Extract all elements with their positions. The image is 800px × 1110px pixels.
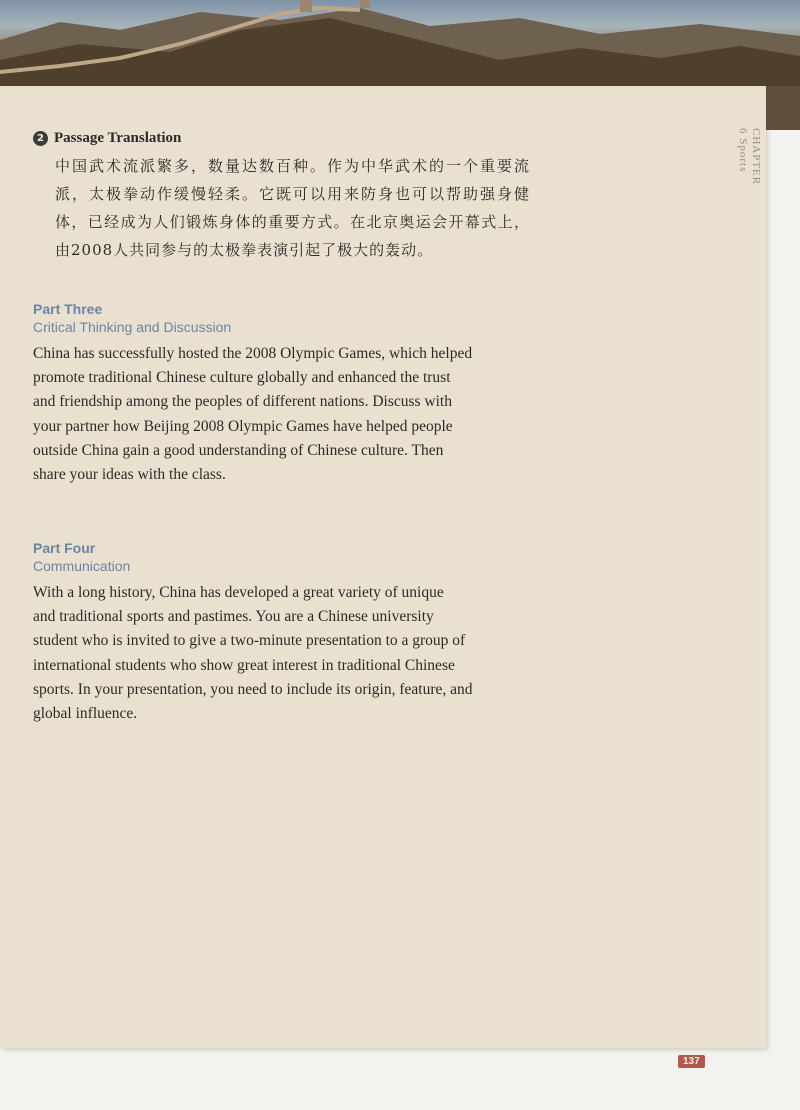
paragraph-line: international students who show great interest in traditional Chinese: [33, 656, 455, 674]
paragraph-line: and traditional sports and pastimes. You are a Chinese university: [33, 608, 434, 626]
paragraph-line: share your ideas with the class.: [33, 466, 226, 484]
part-three-paragraph: [33, 342, 528, 487]
translation-title: Passage Translation: [54, 130, 182, 146]
section-number-badge: 2: [33, 131, 48, 146]
chapter-tab: [722, 128, 762, 188]
chapter-label: CHAPTER 6: [737, 128, 762, 186]
page-number-badge: 137: [678, 1055, 705, 1068]
paragraph-line: promote traditional Chinese culture globally and enhanced the trust: [33, 369, 451, 387]
chapter-topic: Sports: [737, 138, 749, 173]
great-wall-image: [0, 0, 800, 88]
chinese-passage: 中国武术流派繁多，数量达数百种。作为中华武术的一个重要流派，太极拳动作缓慢轻柔。它既可以用来防身也可以帮助强身健体，已经成为人们锻炼身体的重要方式。在北京奥运会开幕式上，由2008人共同参与的太极拳表演引起了极大的轰动。: [55, 157, 530, 259]
translation-heading: [33, 130, 181, 147]
paragraph-line: sports. In your presentation, you need to include its origin, feature, and: [33, 680, 473, 698]
paragraph-line: your partner how Beijing 2008 Olympic Games have helped people: [33, 417, 453, 435]
part-three-subtitle: Critical Thinking and Discussion: [33, 319, 232, 335]
paragraph-line: student who is invited to give a two-minute presentation to a group of: [33, 632, 466, 650]
paragraph-line: With a long history, China has developed a great variety of unique: [33, 584, 444, 601]
paragraph-line: outside China gain a good understanding of Chinese culture. Then: [33, 441, 444, 459]
paragraph-line: and friendship among the peoples of different nations. Discuss with: [33, 393, 452, 411]
page-edge-strip: [766, 86, 800, 130]
part-three-header: [33, 300, 231, 336]
part-four-header: [33, 539, 130, 575]
part-four-subtitle: Communication: [33, 558, 131, 574]
part-three-title: Part Three: [33, 301, 103, 317]
paragraph-line: China has successfully hosted the 2008 Olympic Games, which helped: [33, 345, 473, 362]
part-four-paragraph: [33, 581, 528, 726]
part-four-title: Part Four: [33, 540, 96, 556]
paragraph-line: global influence.: [33, 705, 138, 723]
great-wall-banner: [0, 0, 800, 88]
